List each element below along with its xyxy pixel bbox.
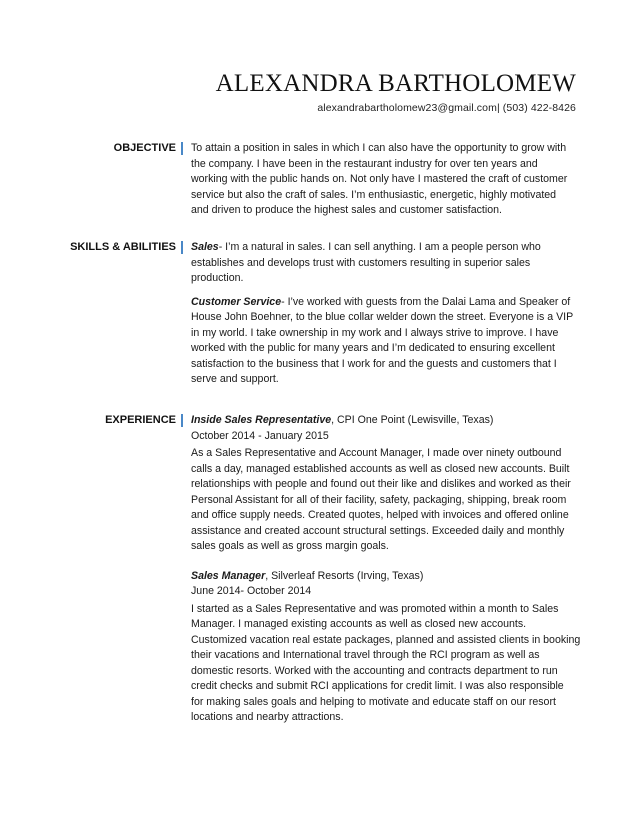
job-title: Inside Sales Representative [191,414,332,426]
contact-info: alexandrabartholomew23@gmail.com| (503) 422-8426 [317,102,576,114]
job-line: their vacations and International travel through the RCI program as well as [191,649,540,661]
objective-label: OBJECTIVE [113,142,176,154]
job-line: As a Sales Representative and Account Manager, I made over ninety outbound [191,447,562,459]
experience-label: EXPERIENCE [105,414,176,426]
job-dates: June 2014- October 2014 [191,585,312,597]
job-entry [191,413,581,555]
sales-line: - I’m a natural in sales. I can sell anything. I am a people person who [218,241,541,253]
sales-skill [191,240,581,256]
job-entry [191,569,581,726]
job-line: Personal Assistant for all of their facility, safety, packaging, shipping, break room [191,493,567,506]
job-line: credit checks and submit RCI applications for credit limit. I was also responsible [191,680,564,692]
objective-line: the company. I have been in the restaurant industry for over ten years and [191,157,538,170]
job-line: Customized vacation real estate packages, planned and assisted clients in booking [191,633,581,646]
job-company: , Silverleaf Resorts (Irving, Texas) [265,569,424,582]
experience-text [191,413,581,726]
customer-service-skill [191,295,581,311]
job-dates: October 2014 - January 2015 [191,429,329,442]
sales-line: production. [191,272,244,284]
objective-line: working with the public hands on. Not only have I mastered the craft of customer [191,173,568,185]
job-line: Manager. I managed existing accounts as well as closed new accounts. [191,618,527,630]
cs-line: serve and support. [191,373,279,385]
objective-line: service but also the craft of sales. I’m enthusiastic, energetic, highly motivated [191,188,557,201]
section-divider [181,142,183,155]
objective-line: and driven to produce the highest sales and customer satisfaction. [191,204,502,216]
job-line: for making sales goals and helping to motivate and educate staff on our resort [191,695,556,708]
skills-text [191,240,581,388]
cs-line: House John Boehner, to the blue collar welder down the street. Everyone is a VIP [191,311,574,323]
sales-line: establishes and develops trust with customers resulting in superior sales [191,256,531,269]
job-company: , CPI One Point (Lewisville, Texas) [331,414,494,426]
job-line: and office supply needs. Created quotes, helped with invoices and offered online [191,509,569,521]
job-heading [191,413,581,429]
job-title: Sales Manager [191,569,266,582]
resume-header [216,70,576,114]
customer-service-title: Customer Service [191,295,282,308]
job-line: locations and nearby attractions. [191,711,344,723]
job-line: relationships with people and found out their like and dislikes and worked as their [191,478,571,490]
job-heading [191,569,581,585]
skills-label: SKILLS & ABILITIES [70,241,176,253]
job-line: I started as a Sales Representative and was promoted within a month to Sales [191,602,559,615]
section-divider [181,241,183,254]
candidate-name: ALEXANDRA BARTHOLOMEW [215,70,576,97]
cs-line: worked with the public for many years and I’m dedicated to ensuring excellent [191,342,555,354]
job-line: assistance and created account structural settings. Exceeded daily and monthly [191,524,565,537]
sales-title: Sales [191,241,219,253]
job-line: domestic resorts. Worked with the accounting and contracts department to run [191,664,558,677]
cs-line: satisfaction to the business that I work for and the guests and customers that I [191,357,557,370]
objective-line: To attain a position in sales in which I can also have the opportunity to grow with [191,142,567,154]
cs-line: - I’ve worked with guests from the Dalai Lama and Speaker of [281,295,571,308]
job-line: calls a day, managed established accounts as well as closed new accounts. Built [191,462,570,475]
job-line: sales goals as well as gross margin goals. [191,540,389,552]
objective-text [191,141,581,219]
section-divider [181,414,183,427]
cs-line: in my world. I take ownership in my work and I always strive to improve. I have [191,326,559,339]
